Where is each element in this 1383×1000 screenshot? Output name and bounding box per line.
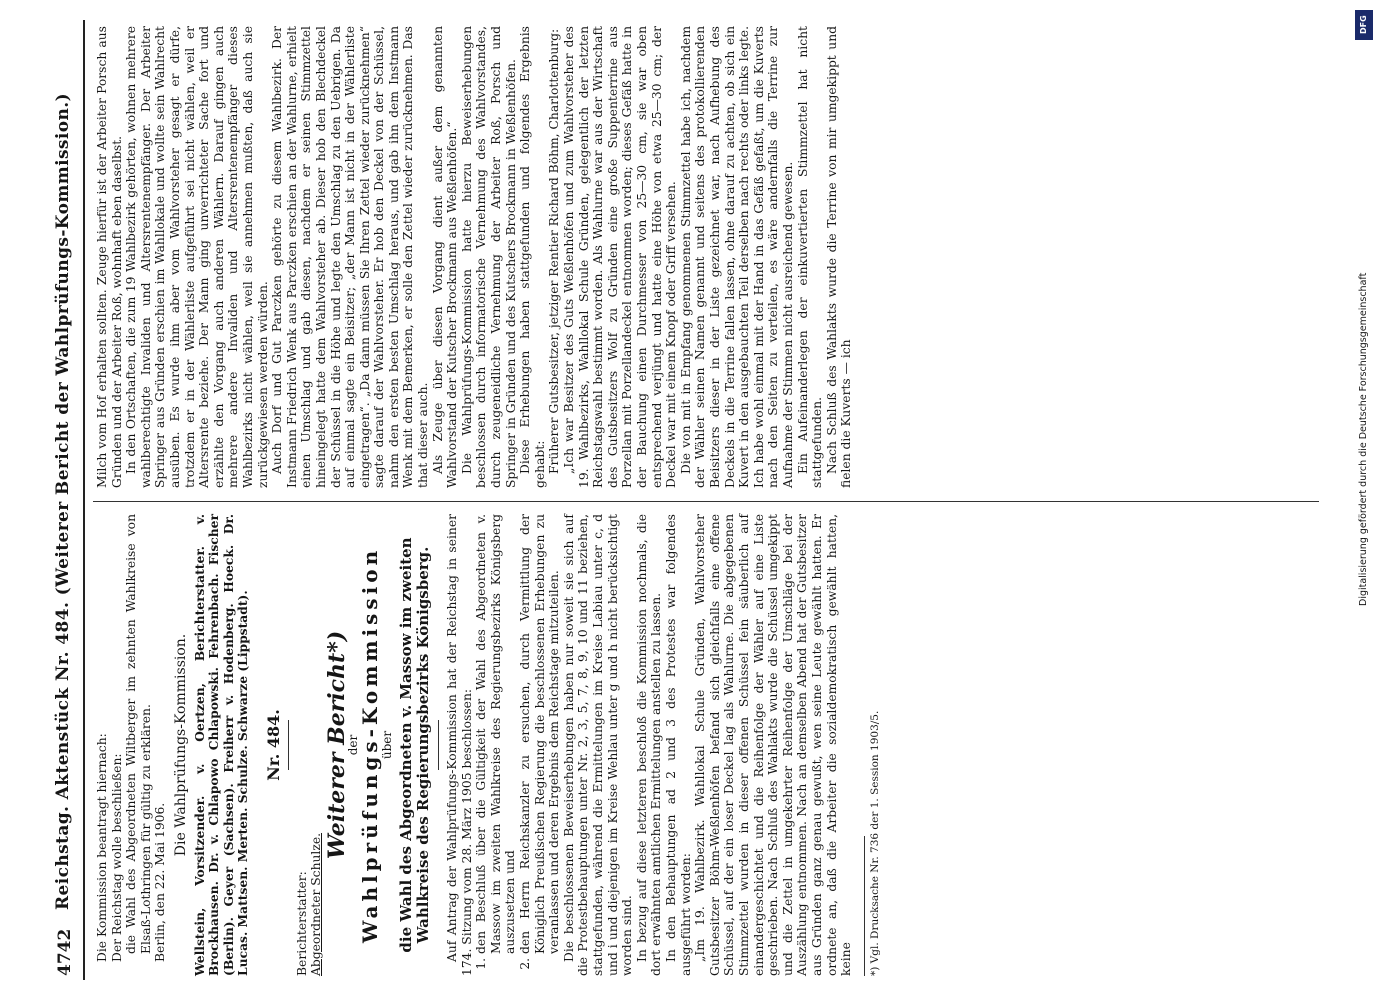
running-title: Reichstag. Aktenstück Nr. 484. (Weiterer Bericht der Wahlprüfungs-Kommission.) xyxy=(52,92,73,910)
paragraph: Die Kommission beantragt hiernach: xyxy=(94,733,109,962)
left-column xyxy=(95,514,881,976)
page-number: 4742 xyxy=(54,928,75,976)
paragraph: In den Ortschaften, die zum 19 Wahlbezirk gehörten, wohnen mehrere wahlberechtigte Invaliden und Altersrentenempfänger. Der Arbeiter Springer aus Gründen erschien im Wahllokale und wollte sein Wahlrecht ausüben. Es wurde ihm aber vom Wahlvorsteher gesagt er dürfe, trotzdem er in der Wählerliste aufgeführt sei nicht wählen, weil er Altersrente beziehe. Der Mann ging unverrichteter Sache fort und erzählte den Vorgang auch anderen Wählern. Darauf gingen auch mehrere andere Invaliden und Altersrentenempfänger dieses Wahlbezirks nicht wählen, weil sie annehmen mußten, daß auch sie zurückgewiesen werden würden. xyxy=(123,26,270,488)
date-line: Berlin, den 22. Mai 1906. xyxy=(152,802,167,962)
reporter-name: Abgeordneter Schulze. xyxy=(308,832,323,976)
header-rule xyxy=(83,20,85,980)
reporter-label: Berichterstatter: xyxy=(294,871,309,976)
short-rule xyxy=(287,720,288,770)
list-item: 1. den Beschluß über die Gültigkeit der Wahl des Abgeordneten v. Massow im zweiten Wahlkreise des Regierungsbezirks Königsberg auszusetzen und xyxy=(474,514,518,954)
motion-text: die Wahl des Abgeordneten Wiltberger im zehnten Wahlkreise von Elsaß-Lothringen für gültig zu erklären. xyxy=(123,514,153,954)
digitization-mark xyxy=(1355,10,1373,990)
dfg-logo: DFG xyxy=(1355,10,1373,40)
paragraph: „Im 19. Wahlbezirk. Wahllokal Schule Gründen, Wahlvorsteher Gutsbesitzer Böhm-Weßlenhöfen befand sich gleichfalls eine offene Schüssel, auf der ein loser Deckel lag als Wahlurne. Die abgegebenen Stimmzettel wurden in dieser offenen Schüssel fein säuberlich auf einandergeschichtet und die Reihenfolge der Wähler auf eine Liste geschrieben. Nach Schluß des Wahlakts wurde die Schüssel umgekippt und die Zettel in umgekehrter Reihenfolge der Umschläge bei der Auszählung entnommen. Nach an demselben Abend hat der Gutsbesitzer aus Gründen ganz genau gewußt, wen seine Leute gewählt hatten. Er ordnete an, daß die Arbeiter die sozialdemokratisch gewählt hatten, keine xyxy=(692,514,853,976)
title-connector: der xyxy=(345,734,360,756)
member-list: Wellstein, Vorsitzender. v. Oertzen, Berichterstatter. v. Brockhausen. Dr. v. Chlapowo Chlapowski. Fehrenbach. Fischer (Berlin). Geyer (Sachsen). Freiherr v. Hodenberg. Hoeck. Dr. Lucas. Mattsen. Merten. Schulze. Schwarze (Lippstadt). xyxy=(191,514,250,976)
paragraph: In den Behauptungen ad 2 und 3 des Protestes war folgendes ausgeführt worden: xyxy=(663,514,693,976)
paragraph: Die von mit in Empfang genommenen Stimmzettel habe ich, nachdem der Wähler seinen Namen genannt und seitens des protokollierenden Beisitzers dieser in der Liste gezeichnet war, nach Aufhebung des Deckels in die Terrine fallen lassen, ohne darauf zu achten, ob sich ein Kuvert in den ausgebauchten Teil derselben nach rechts oder links legte. Ich habe wohl einmal mit der Hand in das Gefäß gefaßt, um die Kuverts nach den Seiten zu verteilen, es wäre andernfalls die Terrine zur Aufnahme der Stimmen nicht ausreichend gewesen. xyxy=(678,26,795,488)
right-column xyxy=(95,26,854,488)
document-page xyxy=(47,20,1337,980)
paragraph: Auf Antrag der Wahlprüfungs-Kommission hat der Reichstag in seiner 174. Sitzung vom 28. März 1905 beschlossen: xyxy=(444,514,474,976)
paragraph: „Ich war Besitzer des Guts Weßlenhöfen und zum Wahlvorsteher des 19. Wahlbezirks, Wahllokal Schule Gründen, gelegentlich der letzten Reichstagswahl bestimmt worden. Als Wahlurne war aus der Wirtschaft des Gutsbesitzers Wolf zu Gründen eine große Suppenterrine aus Porzellan mit Porzellandeckel entnommen worden; dieses Gefäß hatte in der Bauchung einen Durchmesser von 25—30 cm, sie war oben entsprechend verjüngt und hatte eine Höhe von etwa 25—30 cm; der Deckel war mit einem Knopf oder Griff versehen. xyxy=(561,26,678,488)
list-item: 2. den Herrn Reichskanzler zu ersuchen, durch Vermittlung der Königlich Preußischen Regierung die beschlossenen Erhebungen zu veranlassen und deren Ergebnis dem Reichstage mitzuteilen. xyxy=(518,514,562,954)
paragraph: Die Wahlprüfungs-Kommission hatte hierzu Beweiserhebungen beschlossen durch informatorische Vernehmung des Wahlvorstandes, durch zeugeneidliche Vernehmung der Arbeiter Roß, Porsch und Springer in Gründen und des Kutschers Brockmann in Weßlenhöfen. xyxy=(459,26,518,488)
witness-heading: Früherer Gutsbesitzer, jetziger Rentier Richard Böhm, Charlottenburg: xyxy=(546,28,561,474)
digitization-note: Digitalisierung gefördert durch die Deutsche Forschungsgemeinschaft xyxy=(1358,272,1369,606)
short-rule xyxy=(438,720,439,770)
column-divider xyxy=(93,501,1319,502)
footnote-rule xyxy=(863,836,864,976)
subject-title: die Wahl des Abgeordneten v. Massow im zweiten Wahlkreise des Regierungsbezirks Königsberg. xyxy=(396,537,432,953)
document-number: Nr. 484. xyxy=(263,709,283,781)
paragraph: In bezug auf diese letzteren beschloß die Kommission nochmals, die dort erwähnten amtlichen Ermittelungen anstellen zu lassen. xyxy=(634,514,663,976)
paragraph: Nach Schluß des Wahlakts wurde die Terrine von mir umgekippt und fielen die Kuverts — ich xyxy=(824,26,853,488)
paragraph: Als Zeuge über diesen Vorgang dient außer dem genannten Wahlvorstand der Kutscher Brockmann aus Weßlenhöfen.“ xyxy=(430,26,459,488)
footnote: *) Vgl. Drucksache Nr. 736 der 1. Session 1903/5. xyxy=(868,710,881,976)
page-header xyxy=(47,20,87,980)
paragraph: Auch Dorf und Gut Parczken gehörte zu diesem Wahlbezirk. Der Instmann Friedrich Wenk aus Parczken erschien an der Wahlurne, erhielt einen Umschlag und gab diesen, nachdem er seinen Stimmzettel hineingelegt hatte dem Wahlvorsteher ab. Dieser hob den Blechdeckel der Schüssel in die Höhe und legte den Umschlag zu den Uebrigen. Da auf einmal sagte ein Beisitzer; „der Mann ist nicht in der Wählerliste eingetragen“. „Da dann müssen Sie Ihren Zettel wieder zurücknehmen“ sagte darauf der Wahlvorsteher. Er hob den Deckel von der Schüssel, nahm den ersten besten Umschlag heraus, und gab ihn dem Instmann Wenk mit dem Bemerken, er solle den Zettel wieder zurücknehmen. Das that dieser auch. xyxy=(269,26,430,488)
commission-title: Wahlprüfungs-Kommission xyxy=(357,546,382,944)
paragraph: Die beschlossenen Beweiserhebungen haben nur soweit sie sich auf die Protestbehauptungen unter Nr. 2, 3, 5, 7, 8, 9, 10 und 11 beziehen, stattgefunden, während die Ermittelungen im Kreise Labiau unter c, d und i und diejenigen im Kreise Wehlau unter g und h nicht berücksichtigt worden sind. xyxy=(561,514,634,976)
paragraph: Ein Aufeinanderlegen der einkuvertierten Stimmzettel hat nicht stattgefunden. xyxy=(795,26,824,488)
report-title: Weiterer Bericht*) xyxy=(323,630,350,860)
paragraph: Milch vom Hof erhalten sollten. Zeuge hierfür ist der Arbeiter Porsch aus Gründen und der Arbeiter Roß, wohnhaft eben daselbst. xyxy=(94,26,124,488)
title-connector: über xyxy=(379,730,393,760)
paragraph: Diese Erhebungen haben stattgefunden und folgendes Ergebnis gehabt: xyxy=(517,26,547,488)
commission-name: Die Wahlprüfungs-Kommission. xyxy=(172,633,189,857)
paragraph: Der Reichstag wolle beschließen: xyxy=(109,753,124,962)
resolution-list xyxy=(474,514,562,976)
